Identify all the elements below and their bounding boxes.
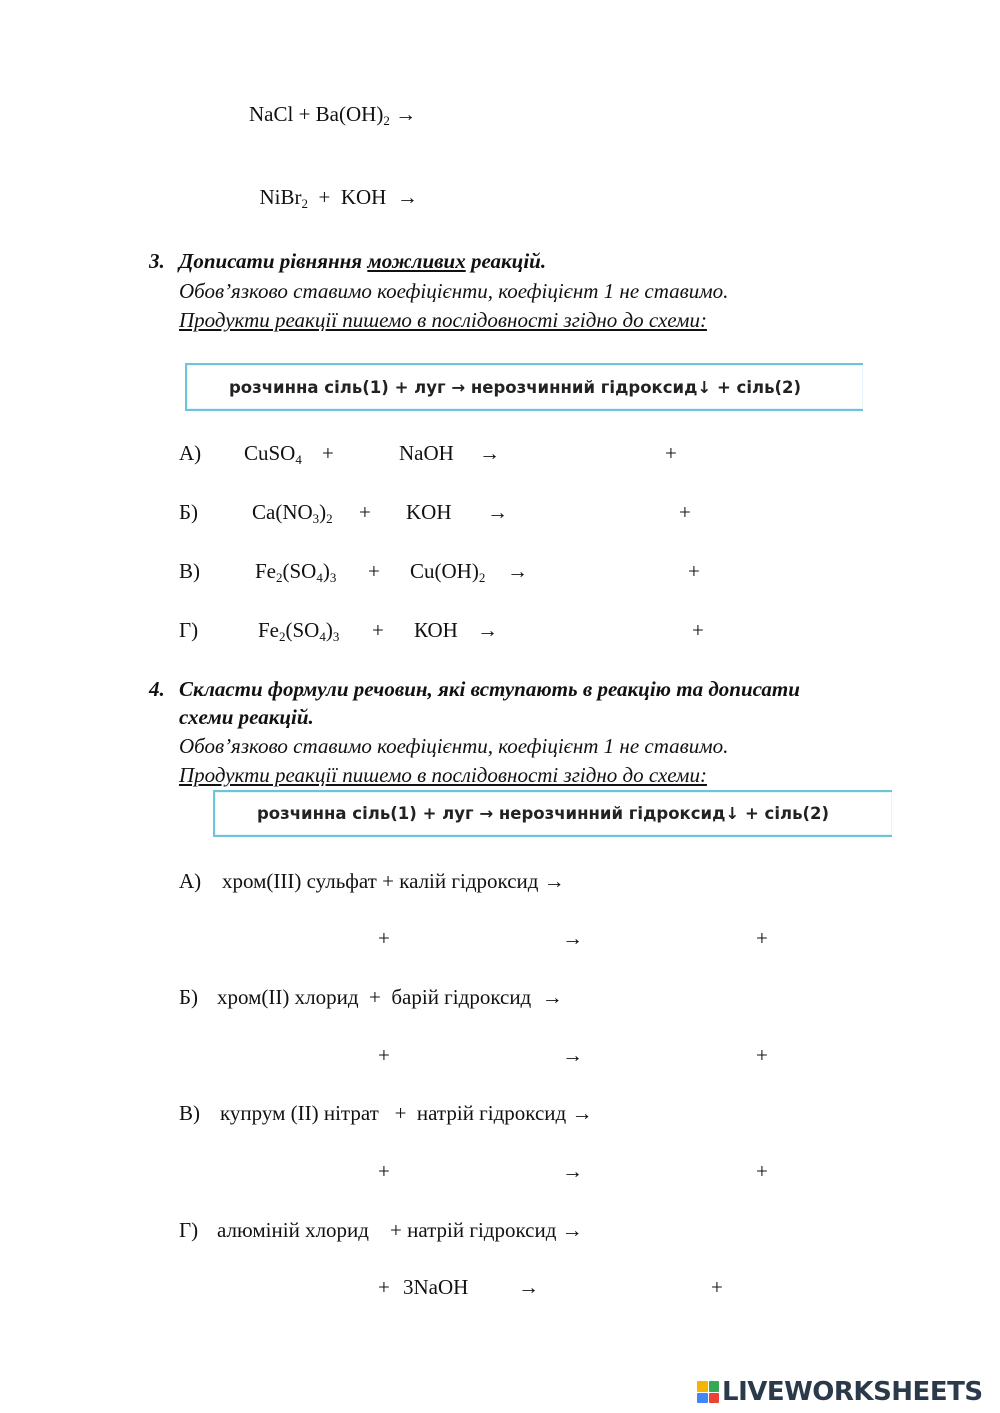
arrow: →: [477, 618, 498, 642]
item-text: хром(ІІІ) сульфат + калій гідроксид →: [222, 869, 565, 893]
task3-note-products: Продукти реакції пишемо в послідовності згідно до схеми:: [179, 308, 707, 332]
blank-plus-2: +: [756, 1043, 768, 1067]
item-text: хром(ІІ) хлорид + барій гідроксид →: [217, 985, 563, 1009]
blank-arrow: →: [518, 1275, 539, 1299]
top-equation-2: NiBr$_2$ + KOH →: [259, 185, 418, 211]
blank-plus-1: +: [378, 926, 390, 950]
liveworksheets-logo: [697, 1377, 983, 1407]
task3-schema-text: розчинна сіль(1) + луг → нерозчинний гідроксид↓ + сіль(2): [229, 377, 802, 397]
task4-note-coefficients: Обов’язково ставимо коефіцієнти, коефіцієнт 1 не ставимо.: [179, 734, 729, 758]
task4-schema-box: [213, 790, 892, 837]
blank-plus-2: +: [756, 926, 768, 950]
reactant-1: CuSO$_4$: [244, 441, 302, 467]
reactant-2: KOH: [406, 500, 452, 524]
row-label: Г): [179, 618, 199, 642]
blank-arrow: →: [562, 1043, 583, 1067]
task4-note-products: Продукти реакції пишемо в послідовності згідно до схеми:: [179, 763, 707, 787]
plus-sign: +: [665, 441, 677, 465]
blank-plus-1: +: [378, 1159, 390, 1183]
item-label: В): [179, 1101, 200, 1125]
reactant-1: $Fe_2(SO_4)_3$: [255, 559, 337, 585]
liveworksheets-logo-text: LIVEWORKSHEETS: [722, 1377, 983, 1407]
plus-sign: +: [322, 441, 334, 465]
plus-sign: +: [692, 618, 704, 642]
blank-plus-2: +: [756, 1159, 768, 1183]
plus-sign: +: [688, 559, 700, 583]
row-label: А): [179, 441, 202, 465]
task4-schema-text: розчинна сіль(1) + луг → нерозчинний гідроксид↓ + сіль(2): [257, 804, 830, 823]
item-text: купрум (ІІ) нітрат + натрій гідроксид →: [220, 1101, 593, 1125]
blank-plus-1: +: [378, 1043, 390, 1067]
row-label: Б): [179, 500, 199, 524]
task4-number: 4.: [149, 677, 165, 701]
row-label: В): [179, 559, 200, 583]
reactant-1: $Ca(NO_3)_2$: [252, 500, 333, 526]
reactant-2: КОН: [414, 618, 458, 642]
liveworksheets-logo-icon: [697, 1381, 719, 1403]
task3-schema-box: [185, 363, 863, 411]
reactant-2: $Cu(OH)_2$: [410, 559, 486, 585]
blank-arrow: →: [562, 926, 583, 950]
plus-sign: +: [368, 559, 380, 583]
item-label: Г): [179, 1218, 199, 1242]
task3-title: Дописати рівняння можливих реакцій.: [179, 249, 547, 273]
blank-plus-1: +: [378, 1275, 390, 1299]
given-reactant: 3NaOH: [403, 1275, 469, 1299]
blank-plus-2: +: [711, 1275, 723, 1299]
arrow: →: [479, 441, 500, 465]
item-label: Б): [179, 985, 199, 1009]
reactant-2: NaOH: [399, 441, 454, 465]
task3-number: 3.: [149, 249, 165, 273]
task4-title-line2: схеми реакцій.: [179, 705, 314, 729]
item-label: А): [179, 869, 202, 893]
arrow: →: [487, 500, 508, 524]
top-equation-1: NaCl + $Ba(OH)_2$ →: [249, 102, 417, 128]
task4-title-line1: Скласти формули речовин, які вступають в реакцію та дописати: [179, 677, 800, 701]
plus-sign: +: [679, 500, 691, 524]
task3-note-coefficients: Обов’язково ставимо коефіцієнти, коефіцієнт 1 не ставимо.: [179, 279, 729, 303]
item-text: алюміній хлорид + натрій гідроксид →: [217, 1218, 583, 1242]
plus-sign: +: [372, 618, 384, 642]
arrow: →: [507, 559, 528, 583]
reactant-1: $Fe_2(SO_4)_3$: [258, 618, 340, 644]
plus-sign: +: [359, 500, 371, 524]
blank-arrow: →: [562, 1159, 583, 1183]
